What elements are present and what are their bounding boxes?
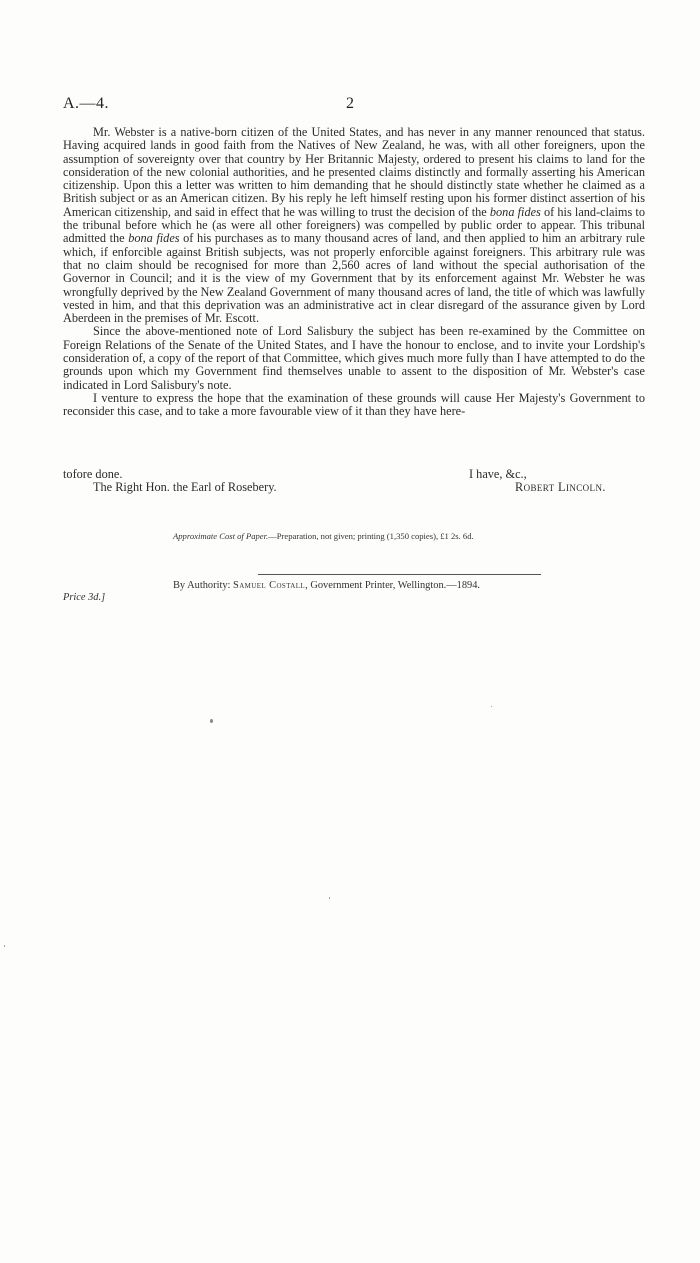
closing-line-1 <box>63 468 645 481</box>
page-header <box>63 95 643 115</box>
paper-speck <box>491 706 492 707</box>
sign-off: I have, &c., <box>469 467 527 481</box>
paragraph-3: I venture to express the hope that the examination of these grounds will cause Her Majesty's Government to reconsider this case, and to take a more favourable view of it than they have here- <box>63 390 645 419</box>
paragraph-1 <box>63 126 645 325</box>
paragraph-2: Since the above-mentioned note of Lord Salisbury the subject has been re-examined by the Committee on Foreign Relations of the Senate of the United States, and I have the honour to enclose, and to invite your Lordship's consideration of, a copy of the report of that Committee, which gives much more fully than I have attempted to do the grounds upon which my Government find themselves unable to assent to the disposition of Mr. Webster's case indicated in Lord Salisbury's note. <box>63 324 645 392</box>
authority-suffix: , Government Printer, Wellington.—1894. <box>305 580 481 591</box>
cost-text: —Preparation, not given; printing (1,350 copies), £1 2s. 6d. <box>268 531 474 541</box>
authority-prefix: By Authority: <box>173 580 234 591</box>
letter-closing <box>63 468 645 495</box>
italic-bona-fides: bona fides <box>128 231 180 246</box>
cost-label: Approximate Cost of Paper. <box>173 531 269 541</box>
paragraph-1-part-c: of his land-claims to the tribunal before which he (as were all other foreigners) was compelled by public order to appear. This tribunal admitted the <box>63 204 645 246</box>
paper-speck <box>329 897 330 899</box>
printer-authority <box>173 580 480 591</box>
footer-divider <box>258 574 541 575</box>
signature: Robert Lincoln. <box>515 480 606 495</box>
italic-bona-fides: bona fides <box>489 204 541 219</box>
page-number: 2 <box>346 95 354 112</box>
price-note: Price 3d.] <box>63 592 106 603</box>
paragraph-1-part-e: of his purchases as to many thousand acres of land, and then applied to him an arbitrary rule which, if enforcible against British subjects, was not properly enforcible against foreigners. This arbitrary rule was that no claim should be recognised for more than 2,560 acres of land without the special authorisation of the Governor in Council; and it is the view of my Government that by its enforcement against Mr. Webster he was wrongfully deprived by the New Zealand Government of many thousand acres of land, the title of which was lawfully vested in him, and that this deprivation was an administrative act in clear disregard of the assurance given by Lord Aberdeen in the premises of Mr. Escott. <box>63 231 645 326</box>
paragraph-1-part-a: Mr. Webster is a native-born citizen of the United States, and has never in any manner renounced that status. Having acquired lands in good faith from the Natives of New Zealand, he was, with all other foreigners, upon the assumption of sovereignty over that country by Her Britannic Majesty, ordered to present his claims to land for the consideration of the new colonial authorities, and he presented claims distinctly and formally asserting his American citizenship. Upon this a letter was written to him demanding that he should distinctly state whether he claimed as a British subject or as an American citizen. By his reply he left himself resting upon his former distinct assertion of his American citizenship, and said in effect that he was willing to trust the decision of the <box>63 125 645 219</box>
printer-name: Samuel Costall <box>233 580 306 591</box>
document-reference: A.—4. <box>63 95 110 112</box>
tofore-done-text: tofore done. <box>63 467 123 481</box>
addressee: The Right Hon. the Earl of Rosebery. <box>93 480 277 495</box>
letter-body <box>63 126 645 419</box>
cost-of-paper-note <box>173 531 474 541</box>
paper-speck <box>4 945 5 947</box>
paper-speck <box>210 719 213 723</box>
closing-line-2 <box>63 481 645 494</box>
